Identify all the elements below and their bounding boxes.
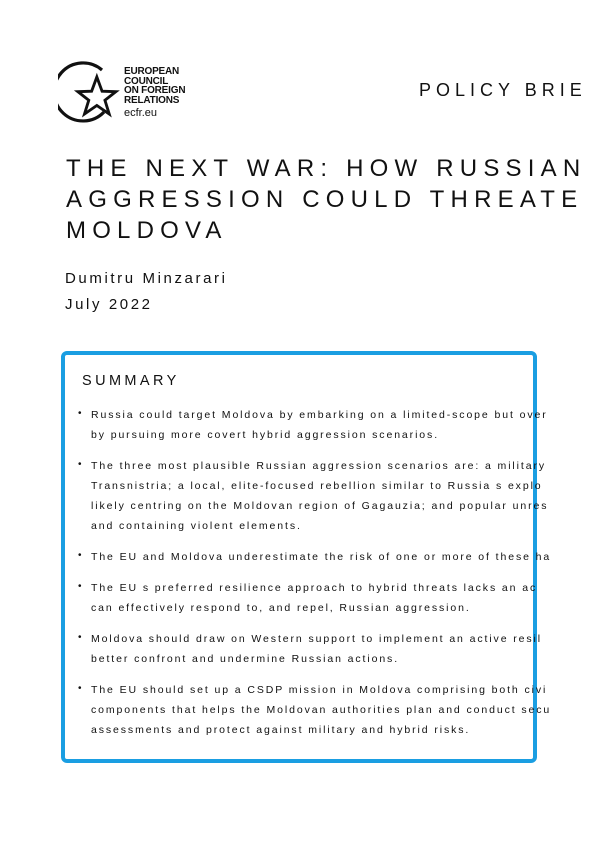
summary-bullet [78, 456, 595, 536]
summary-heading: SUMMARY [82, 373, 180, 389]
summary-bullet [78, 578, 595, 618]
bullet-line: can effectively respond to, and repel, Russian aggression. [91, 602, 471, 614]
bullet-line: The EU should set up a CSDP mission in Moldova comprising both civi [91, 684, 548, 696]
star-in-circle-icon [58, 58, 120, 128]
bullet-line: The EU and Moldova underestimate the risk of one or more of these ha [91, 551, 552, 563]
summary-bullet [78, 547, 595, 567]
title-line: THE NEXT WAR: HOW RUSSIAN [66, 155, 587, 182]
summary-bullet [78, 680, 595, 740]
bullet-dot-icon: • [78, 550, 84, 561]
logo-line: ON FOREIGN [124, 85, 186, 97]
logo-wordmark [124, 67, 214, 105]
logo-url[interactable]: ecfr.eu [124, 107, 158, 119]
bullet-line: assessments and protect against military and hybrid risks. [91, 724, 471, 736]
summary-bullet [78, 629, 595, 669]
bullet-line: by pursuing more covert hybrid aggression scenarios. [91, 429, 440, 441]
author-name: Dumitru Minzarari [65, 270, 228, 287]
title-line: MOLDOVA [66, 217, 228, 244]
logo-line: EUROPEAN [124, 66, 180, 77]
document-type: POLICY BRIE [419, 80, 587, 100]
bullet-line: Transnistria; a local, elite-focused rebellion similar to Russia s explo [91, 480, 543, 492]
logo-line: COUNCIL [124, 75, 169, 87]
bullet-line: Russia could target Moldova by embarking on a limited-scope but over [91, 409, 548, 421]
ecfr-logo [58, 58, 208, 130]
bullet-dot-icon: • [78, 581, 84, 592]
bullet-line: and containing violent elements. [91, 520, 302, 532]
bullet-dot-icon: • [78, 408, 84, 419]
bullet-dot-icon: • [78, 459, 84, 470]
bullet-line: Moldova should draw on Western support to implement an active resil [91, 633, 543, 645]
title-line: AGGRESSION COULD THREATE [66, 186, 584, 213]
bullet-line: components that helps the Moldovan authorities plan and conduct secu [91, 704, 552, 716]
bullet-line: The three most plausible Russian aggression scenarios are: a military [91, 460, 546, 472]
bullet-line: The EU s preferred resilience approach to hybrid threats lacks an ac [91, 582, 538, 594]
bullet-dot-icon: • [78, 632, 84, 643]
logo-line: RELATIONS [124, 94, 180, 106]
summary-bullet-list [78, 405, 595, 751]
page-title [66, 153, 595, 246]
bullet-line: better confront and undermine Russian actions. [91, 653, 400, 665]
publication-date: July 2022 [65, 296, 153, 313]
bullet-line: likely centring on the Moldovan region of Gagauzia; and popular unres [91, 500, 549, 512]
bullet-dot-icon: • [78, 683, 84, 694]
summary-bullet [78, 405, 595, 445]
